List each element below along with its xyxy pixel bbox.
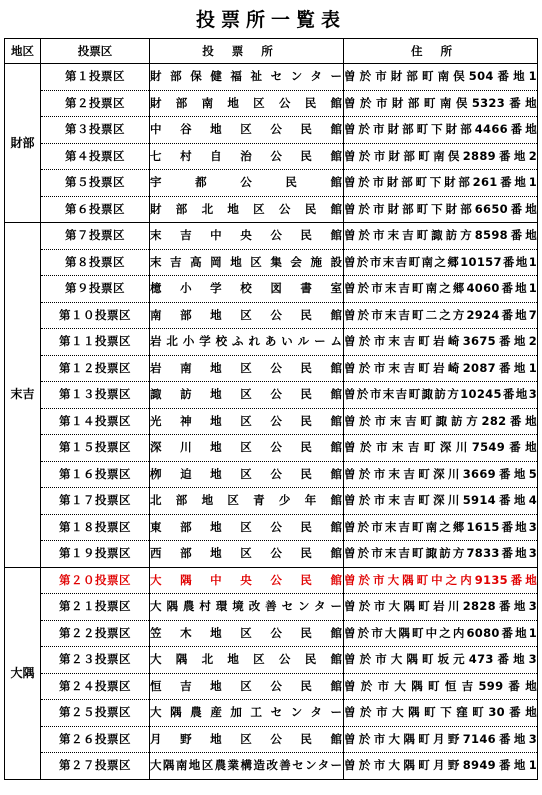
district-cell: 第２７投票区 [41,753,150,780]
place-cell: 檍小学校図書室 [150,276,344,303]
address-cell: 曽於市財部町南俣5323番地 [344,90,538,117]
table-row [5,620,538,647]
place-cell: 大隅農産加工センター [150,700,344,727]
district-cell: 第１６投票区 [41,461,150,488]
district-cell: 第２２投票区 [41,620,150,647]
district-cell: 第１４投票区 [41,408,150,435]
address-cell: 曽於市末吉町諏訪方7833番地3 [344,541,538,568]
table-row [5,435,538,462]
address-cell: 曽於市財部町下財部6650番地 [344,196,538,223]
header-district: 投票区 [41,39,150,64]
address-cell: 曽於市末吉町深川7549番地 [344,435,538,462]
header-place: 投票所 [150,39,344,64]
address-cell: 曽於市末吉町深川5914番地4 [344,488,538,515]
place-cell: 月野地区公民館 [150,726,344,753]
address-cell: 曽於市大隅町恒吉599番地 [344,673,538,700]
address-cell: 曽於市末吉町南之郷1615番地3 [344,514,538,541]
address-cell: 曽於市大隅町月野8949番地1 [344,753,538,780]
district-cell: 第２１投票区 [41,594,150,621]
address-cell: 曽於市末吉町南之郷4060番地1 [344,276,538,303]
address-cell: 曽於市財部町下財部261番地1 [344,170,538,197]
address-cell: 曽於市末吉町南之郷10157番地1 [344,249,538,276]
area-cell: 末吉 [5,223,41,568]
address-cell: 曽於市大隅町岩川2828番地3 [344,594,538,621]
table-row [5,90,538,117]
district-cell: 第１９投票区 [41,541,150,568]
address-cell: 曽於市末吉町深川3669番地5 [344,461,538,488]
table-row [5,382,538,409]
place-cell: 光神地区公民館 [150,408,344,435]
district-cell: 第１２投票区 [41,355,150,382]
address-cell: 曽於市末吉町二之方2924番地7 [344,302,538,329]
address-cell: 曽於市財部町南俣504番地1 [344,64,538,91]
place-cell: 岩南地区公民館 [150,355,344,382]
table-row [5,143,538,170]
area-cell: 大隅 [5,567,41,779]
area-cell: 財部 [5,64,41,223]
district-cell: 第１１投票区 [41,329,150,356]
address-cell: 曽於市大隅町月野7146番地3 [344,726,538,753]
table-row [5,461,538,488]
table-row [5,223,538,250]
table-row [5,196,538,223]
place-cell: 財部南地区公民館 [150,90,344,117]
district-cell: 第２３投票区 [41,647,150,674]
table-header-row [5,39,538,64]
district-cell: 第７投票区 [41,223,150,250]
table-row [5,673,538,700]
district-cell: 第１８投票区 [41,514,150,541]
district-cell: 第２投票区 [41,90,150,117]
table-row [5,170,538,197]
table-row [5,594,538,621]
district-cell: 第２５投票区 [41,700,150,727]
district-cell: 第８投票区 [41,249,150,276]
table-body [5,64,538,780]
table-row [5,726,538,753]
address-cell: 曽於市末吉町諏訪方8598番地 [344,223,538,250]
district-cell: 第２６投票区 [41,726,150,753]
address-cell: 曽於市大隅町中之内6080番地1 [344,620,538,647]
place-cell: 深川地区公民館 [150,435,344,462]
table-row [5,276,538,303]
place-cell: 財部保健福祉センター [150,64,344,91]
table-row [5,355,538,382]
place-cell: 東部地区公民館 [150,514,344,541]
polling-place-table [4,38,538,780]
table-row [5,753,538,780]
district-cell: 第１３投票区 [41,382,150,409]
district-cell: 第２０投票区 [41,567,150,594]
district-cell: 第１投票区 [41,64,150,91]
address-cell: 曽於市大隅町坂元473番地3 [344,647,538,674]
district-cell: 第１０投票区 [41,302,150,329]
table-row [5,541,538,568]
place-cell: 岩北小学校ふれあいルーム [150,329,344,356]
table-row [5,329,538,356]
place-cell: 笠木地区公民館 [150,620,344,647]
place-cell: 恒吉地区公民館 [150,673,344,700]
table-row [5,64,538,91]
district-cell: 第３投票区 [41,117,150,144]
place-cell: 北部地区青少年館 [150,488,344,515]
place-cell: 諏訪地区公民館 [150,382,344,409]
place-cell: 栁迫地区公民館 [150,461,344,488]
place-cell: 西部地区公民館 [150,541,344,568]
header-area: 地区 [5,39,41,64]
table-row [5,302,538,329]
district-cell: 第１７投票区 [41,488,150,515]
table-row [5,408,538,435]
table-row [5,249,538,276]
place-cell: 大隅南地区農業構造改善センター [150,753,344,780]
table-row [5,488,538,515]
place-cell: 中谷地区公民館 [150,117,344,144]
district-cell: 第６投票区 [41,196,150,223]
address-cell: 曽於市財部町下財部4466番地 [344,117,538,144]
address-cell: 曽於市大隅町下窪町30番地 [344,700,538,727]
district-cell: 第１５投票区 [41,435,150,462]
district-cell: 第２４投票区 [41,673,150,700]
place-cell: 宇都公民館 [150,170,344,197]
address-cell: 曽於市末吉町岩崎3675番地2 [344,329,538,356]
place-cell: 末吉高岡地区集会施設 [150,249,344,276]
place-cell: 南部地区公民館 [150,302,344,329]
document-title: 投票所一覧表 [195,9,346,31]
place-cell: 大隅北地区公民館 [150,647,344,674]
table-row [5,117,538,144]
address-cell: 曽於市大隅町中之内9135番地 [344,567,538,594]
district-cell: 第４投票区 [41,143,150,170]
address-cell: 曽於市末吉町岩崎2087番地1 [344,355,538,382]
place-cell: 大隅中央公民館 [150,567,344,594]
table-row [5,700,538,727]
table-row [5,567,538,594]
table-row [5,514,538,541]
table-row [5,647,538,674]
header-address: 住所 [344,39,538,64]
address-cell: 曽於市末吉町諏訪方10245番地3 [344,382,538,409]
place-cell: 七村自治公民館 [150,143,344,170]
address-cell: 曽於市末吉町諏訪方282番地 [344,408,538,435]
district-cell: 第５投票区 [41,170,150,197]
district-cell: 第９投票区 [41,276,150,303]
place-cell: 財部北地区公民館 [150,196,344,223]
place-cell: 大隅農村環境改善センター [150,594,344,621]
place-cell: 末吉中央公民館 [150,223,344,250]
address-cell: 曽於市財部町南俣2889番地2 [344,143,538,170]
